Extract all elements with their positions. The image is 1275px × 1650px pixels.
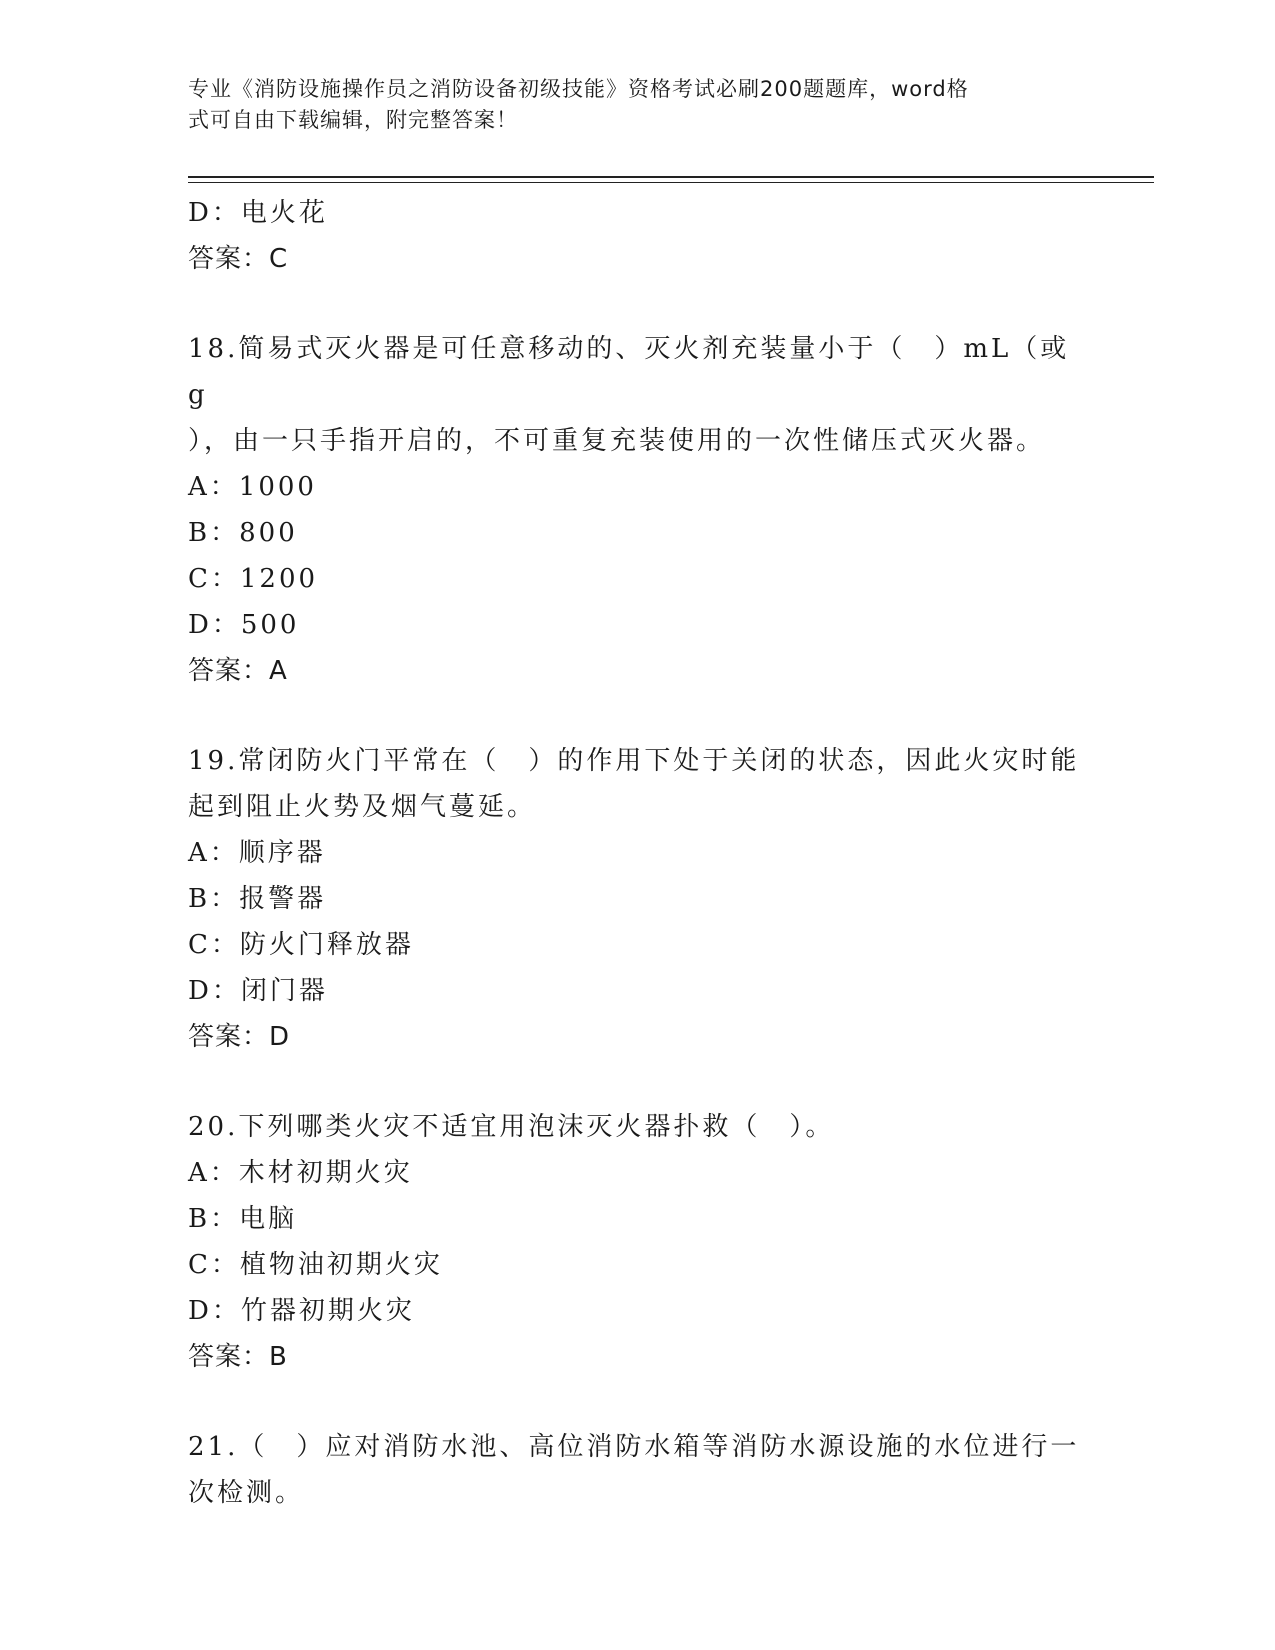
answer: 答案：B — [188, 1342, 288, 1372]
question-stem-line-1: 21.（ ）应对消防水池、高位消防水箱等消防水源设施的水位进行一 — [188, 1432, 1080, 1462]
question-21 — [188, 1424, 1088, 1516]
question-stem-line-1: 18.简易式灭火器是可任意移动的、灭火剂充装量小于（ ）mL（或g — [188, 334, 1070, 410]
option-b: B：电脑 — [188, 1204, 298, 1234]
answer: 答案：C — [188, 244, 289, 274]
answer: 答案：D — [188, 1022, 291, 1052]
option-d: D：竹器初期火灾 — [188, 1296, 415, 1326]
option-b: B：800 — [188, 518, 298, 548]
question-stem-line-1: 19.常闭防火门平常在（ ）的作用下处于关闭的状态，因此火灾时能 — [188, 746, 1080, 776]
question-stem-line-2: ），由一只手指开启的，不可重复充装使用的一次性储压式灭火器。 — [188, 426, 1046, 456]
question-stem-line-2: 起到阻止火势及烟气蔓延。 — [188, 792, 537, 822]
answer: 答案：A — [188, 656, 288, 686]
option-a: A：木材初期火灾 — [188, 1158, 413, 1188]
header-rule-thin — [188, 182, 1154, 183]
question-stem-line-1: 20.下列哪类火灾不适宜用泡沫灭火器扑救（ ）。 — [188, 1112, 835, 1142]
option-d: D：500 — [188, 610, 300, 640]
option-b: B：报警器 — [188, 884, 327, 914]
option-c: C：植物油初期火灾 — [188, 1250, 443, 1280]
header-line-2: 式可自由下载编辑，附完整答案！ — [188, 108, 518, 132]
question-stem-line-2: 次检测。 — [188, 1478, 305, 1508]
option-d: D：闭门器 — [188, 976, 328, 1006]
option-c: C：1200 — [188, 564, 319, 594]
option-c: C：防火门释放器 — [188, 930, 414, 960]
header-rule-thick — [188, 176, 1154, 178]
question-19 — [188, 738, 1088, 1060]
option-d: D：电火花 — [188, 198, 328, 228]
header-line-1: 专业《消防设施操作员之消防设备初级技能》资格考试必刷200题题库，word格 — [188, 77, 969, 101]
page-header — [188, 74, 1068, 136]
question-list — [188, 190, 1088, 1516]
option-a: A：1000 — [188, 472, 317, 502]
question-18 — [188, 326, 1088, 694]
question-17-continued — [188, 190, 1088, 282]
option-a: A：顺序器 — [188, 838, 326, 868]
question-20 — [188, 1104, 1088, 1380]
